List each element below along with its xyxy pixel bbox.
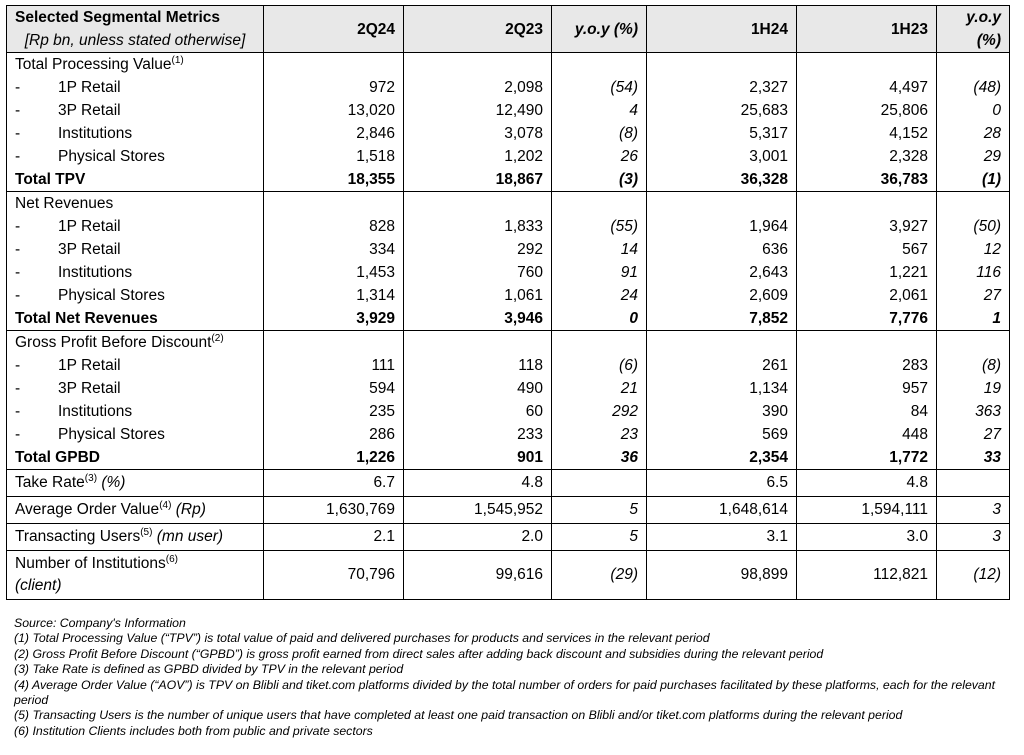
row-label: [7, 284, 264, 307]
metric-label: [7, 551, 264, 600]
value-cell: 5: [552, 497, 647, 524]
footnote-line: Source: Company's Information: [14, 616, 186, 630]
empty-cell: [404, 331, 552, 355]
bullet-dash: -: [15, 125, 21, 142]
value-cell: 972: [264, 76, 404, 99]
value-cell: (8): [552, 122, 647, 145]
empty-cell: [797, 53, 937, 77]
metric-row: [7, 551, 1010, 600]
total-value: 901: [404, 446, 552, 470]
value-cell: 2,061: [797, 284, 937, 307]
value-cell: (54): [552, 76, 647, 99]
empty-cell: [797, 331, 937, 355]
empty-cell: [264, 192, 404, 216]
footnote-line: (3) Take Rate is defined as GPBD divided by TPV in the relevant period: [14, 662, 404, 677]
footnote-line: (1) Total Processing Value (“TPV”) is total value of paid and delivered purchases for products and services in the relevant period: [14, 631, 710, 646]
empty-cell: [937, 331, 1010, 355]
footnote-ref: (2): [211, 332, 224, 344]
row-label-text: 3P Retail: [58, 102, 121, 119]
value-cell: [552, 470, 647, 497]
table-title: Selected Segmental Metrics: [15, 9, 221, 26]
value-cell: 3.0: [797, 524, 937, 551]
bullet-dash: -: [15, 403, 21, 420]
value-cell: 29: [937, 145, 1010, 168]
value-cell: 1,648,614: [647, 497, 797, 524]
total-value: 36,783: [797, 168, 937, 192]
row-label-text: 3P Retail: [58, 241, 121, 258]
value-cell: 6.5: [647, 470, 797, 497]
value-cell: 1,833: [404, 215, 552, 238]
total-label: Total Net Revenues: [7, 307, 264, 331]
value-cell: 27: [937, 284, 1010, 307]
value-cell: 1,134: [647, 377, 797, 400]
empty-cell: [404, 53, 552, 77]
value-cell: (29): [552, 551, 647, 600]
value-cell: 292: [404, 238, 552, 261]
row-label-text: Institutions: [58, 125, 133, 142]
value-cell: 1,545,952: [404, 497, 552, 524]
bullet-dash: -: [15, 380, 21, 397]
value-cell: 25,683: [647, 99, 797, 122]
row-label: [7, 122, 264, 145]
value-cell: 19: [937, 377, 1010, 400]
metric-row: [7, 497, 1010, 524]
row-label: [7, 145, 264, 168]
bullet-dash: -: [15, 357, 21, 374]
value-cell: 2,609: [647, 284, 797, 307]
col-header: 2Q24: [264, 6, 404, 53]
value-cell: 363: [937, 400, 1010, 423]
section-title: [7, 331, 264, 355]
value-cell: 233: [404, 423, 552, 446]
value-cell: 1,964: [647, 215, 797, 238]
col-header: 1H23: [797, 6, 937, 53]
value-cell: 12: [937, 238, 1010, 261]
row-label: [7, 261, 264, 284]
value-cell: 1,314: [264, 284, 404, 307]
row-label: [7, 423, 264, 446]
table-row: [7, 377, 1010, 400]
value-cell: 12,490: [404, 99, 552, 122]
table-row: [7, 99, 1010, 122]
row-label-text: 1P Retail: [58, 357, 121, 374]
value-cell: 27: [937, 423, 1010, 446]
metric-unit: (Rp): [175, 501, 206, 518]
value-cell: 2.1: [264, 524, 404, 551]
value-cell: 23: [552, 423, 647, 446]
empty-cell: [552, 192, 647, 216]
row-label-text: Institutions: [58, 403, 133, 420]
table-row: [7, 215, 1010, 238]
value-cell: (55): [552, 215, 647, 238]
empty-cell: [404, 192, 552, 216]
value-cell: 760: [404, 261, 552, 284]
value-cell: 70,796: [264, 551, 404, 600]
footnote-ref: (6): [165, 553, 178, 565]
section-title-text: Gross Profit Before Discount: [15, 334, 212, 351]
value-cell: 28: [937, 122, 1010, 145]
empty-cell: [647, 53, 797, 77]
total-value: 18,867: [404, 168, 552, 192]
section-title-text: Total Processing Value: [15, 56, 172, 73]
col-header: 2Q23: [404, 6, 552, 53]
total-label: Total GPBD: [7, 446, 264, 470]
value-cell: 5: [552, 524, 647, 551]
value-cell: 5,317: [647, 122, 797, 145]
value-cell: 1,630,769: [264, 497, 404, 524]
footnote-ref: (1): [171, 54, 184, 66]
footnotes: [14, 616, 1014, 739]
row-label: [7, 215, 264, 238]
empty-cell: [647, 331, 797, 355]
value-cell: (8): [937, 354, 1010, 377]
empty-cell: [264, 53, 404, 77]
value-cell: 60: [404, 400, 552, 423]
value-cell: 3,927: [797, 215, 937, 238]
metric-label: [7, 497, 264, 524]
value-cell: 3,001: [647, 145, 797, 168]
table-body: [7, 53, 1010, 600]
empty-cell: [937, 192, 1010, 216]
total-value: 3,946: [404, 307, 552, 331]
value-cell: 2,846: [264, 122, 404, 145]
value-cell: 2,098: [404, 76, 552, 99]
metric-row: [7, 470, 1010, 497]
value-cell: 283: [797, 354, 937, 377]
table-row: [7, 238, 1010, 261]
row-label: [7, 99, 264, 122]
value-cell: 261: [647, 354, 797, 377]
value-cell: 0: [937, 99, 1010, 122]
table-row: [7, 145, 1010, 168]
header-row: [7, 6, 1010, 53]
total-row: [7, 168, 1010, 192]
total-value: 1: [937, 307, 1010, 331]
value-cell: 1,202: [404, 145, 552, 168]
value-cell: 235: [264, 400, 404, 423]
total-value: 0: [552, 307, 647, 331]
value-cell: 448: [797, 423, 937, 446]
table-subtitle: [Rp bn, unless stated otherwise]: [24, 32, 246, 49]
bullet-dash: -: [15, 148, 21, 165]
total-label: Total TPV: [7, 168, 264, 192]
value-cell: 286: [264, 423, 404, 446]
total-value: 36,328: [647, 168, 797, 192]
total-value: 1,226: [264, 446, 404, 470]
footnote-line: (6) Institution Clients includes both from public and private sectors: [14, 723, 373, 738]
total-value: (3): [552, 168, 647, 192]
footnote-line: (4) Average Order Value (“AOV”) is TPV on Blibli and tiket.com platforms divided by the total number of orders for paid purchases facilitated by these platforms, each for the relevant period: [14, 677, 996, 708]
section-title: [7, 192, 264, 216]
empty-cell: [552, 53, 647, 77]
value-cell: 4.8: [797, 470, 937, 497]
section-title-row: [7, 331, 1010, 355]
total-value: 1,772: [797, 446, 937, 470]
col-header: 1H24: [647, 6, 797, 53]
table-row: [7, 423, 1010, 446]
footnote-line: (5) Transacting Users is the number of unique users that have completed at least one paid transaction on Blibli and/or tiket.com platforms during the relevant period: [14, 708, 903, 723]
value-cell: 828: [264, 215, 404, 238]
row-label-text: Physical Stores: [58, 148, 165, 165]
bullet-dash: -: [15, 264, 21, 281]
empty-cell: [937, 53, 1010, 77]
row-label-text: Physical Stores: [58, 426, 165, 443]
bullet-dash: -: [15, 79, 21, 96]
value-cell: 14: [552, 238, 647, 261]
value-cell: 1,594,111: [797, 497, 937, 524]
total-value: 2,354: [647, 446, 797, 470]
bullet-dash: -: [15, 287, 21, 304]
value-cell: 24: [552, 284, 647, 307]
total-value: 18,355: [264, 168, 404, 192]
metric-label: [7, 470, 264, 497]
value-cell: 99,616: [404, 551, 552, 600]
total-value: 3,929: [264, 307, 404, 331]
value-cell: 569: [647, 423, 797, 446]
total-value: 36: [552, 446, 647, 470]
metric-label-text: Average Order Value: [15, 501, 160, 518]
section-title-text: Net Revenues: [15, 195, 114, 212]
value-cell: 111: [264, 354, 404, 377]
value-cell: (50): [937, 215, 1010, 238]
row-label-text: 1P Retail: [58, 218, 121, 235]
value-cell: 21: [552, 377, 647, 400]
bullet-dash: -: [15, 218, 21, 235]
value-cell: 567: [797, 238, 937, 261]
row-label: [7, 377, 264, 400]
value-cell: 636: [647, 238, 797, 261]
value-cell: 2.0: [404, 524, 552, 551]
value-cell: 13,020: [264, 99, 404, 122]
row-label: [7, 76, 264, 99]
value-cell: 4: [552, 99, 647, 122]
metric-row: [7, 524, 1010, 551]
metric-unit: (client): [15, 577, 62, 594]
row-label: [7, 354, 264, 377]
value-cell: 84: [797, 400, 937, 423]
value-cell: 594: [264, 377, 404, 400]
metric-label: [7, 524, 264, 551]
footnote-ref: (4): [159, 499, 172, 511]
value-cell: [937, 470, 1010, 497]
value-cell: 3,078: [404, 122, 552, 145]
table-row: [7, 261, 1010, 284]
row-label: [7, 238, 264, 261]
value-cell: 116: [937, 261, 1010, 284]
row-label-text: 1P Retail: [58, 79, 121, 96]
empty-cell: [264, 331, 404, 355]
value-cell: 4,152: [797, 122, 937, 145]
total-value: 7,776: [797, 307, 937, 331]
row-label-text: Physical Stores: [58, 287, 165, 304]
value-cell: 334: [264, 238, 404, 261]
total-value: 7,852: [647, 307, 797, 331]
value-cell: 98,899: [647, 551, 797, 600]
total-row: [7, 307, 1010, 331]
empty-cell: [647, 192, 797, 216]
table-row: [7, 76, 1010, 99]
value-cell: 112,821: [797, 551, 937, 600]
value-cell: 1,518: [264, 145, 404, 168]
bullet-dash: -: [15, 102, 21, 119]
value-cell: 3: [937, 524, 1010, 551]
table-row: [7, 400, 1010, 423]
total-row: [7, 446, 1010, 470]
section-title: [7, 53, 264, 77]
value-cell: 4,497: [797, 76, 937, 99]
table-row: [7, 354, 1010, 377]
value-cell: 118: [404, 354, 552, 377]
empty-cell: [552, 331, 647, 355]
segmental-metrics-table: [6, 5, 1010, 600]
table-title-cell: [7, 6, 264, 53]
value-cell: 390: [647, 400, 797, 423]
table-row: [7, 284, 1010, 307]
bullet-dash: -: [15, 241, 21, 258]
value-cell: 1,453: [264, 261, 404, 284]
value-cell: 1,221: [797, 261, 937, 284]
value-cell: 1,061: [404, 284, 552, 307]
row-label-text: Institutions: [58, 264, 133, 281]
row-label-text: 3P Retail: [58, 380, 121, 397]
value-cell: 2,643: [647, 261, 797, 284]
col-header: y.o.y (%): [552, 6, 647, 53]
total-value: 33: [937, 446, 1010, 470]
section-title-row: [7, 53, 1010, 77]
col-header: y.o.y (%): [937, 6, 1010, 53]
value-cell: 292: [552, 400, 647, 423]
metric-unit: (%): [101, 474, 126, 491]
row-label: [7, 400, 264, 423]
footnote-line: (2) Gross Profit Before Discount (“GPBD”) is gross profit earned from direct sales after adding back discount and subsidies during the relevant period: [14, 646, 824, 661]
value-cell: 25,806: [797, 99, 937, 122]
value-cell: 957: [797, 377, 937, 400]
section-title-row: [7, 192, 1010, 216]
bullet-dash: -: [15, 426, 21, 443]
value-cell: 6.7: [264, 470, 404, 497]
value-cell: (12): [937, 551, 1010, 600]
metric-unit: (mn user): [156, 528, 224, 545]
value-cell: 3.1: [647, 524, 797, 551]
metric-label-text: Number of Institutions: [15, 555, 166, 572]
footnote-ref: (5): [140, 526, 153, 538]
table-row: [7, 122, 1010, 145]
value-cell: 2,328: [797, 145, 937, 168]
value-cell: 26: [552, 145, 647, 168]
value-cell: (6): [552, 354, 647, 377]
value-cell: 3: [937, 497, 1010, 524]
value-cell: 490: [404, 377, 552, 400]
total-value: (1): [937, 168, 1010, 192]
footnote-ref: (3): [84, 472, 98, 484]
empty-cell: [797, 192, 937, 216]
value-cell: 91: [552, 261, 647, 284]
metric-label-text: Take Rate: [15, 474, 85, 491]
metric-label-text: Transacting Users: [15, 528, 141, 545]
value-cell: 2,327: [647, 76, 797, 99]
value-cell: 4.8: [404, 470, 552, 497]
value-cell: (48): [937, 76, 1010, 99]
